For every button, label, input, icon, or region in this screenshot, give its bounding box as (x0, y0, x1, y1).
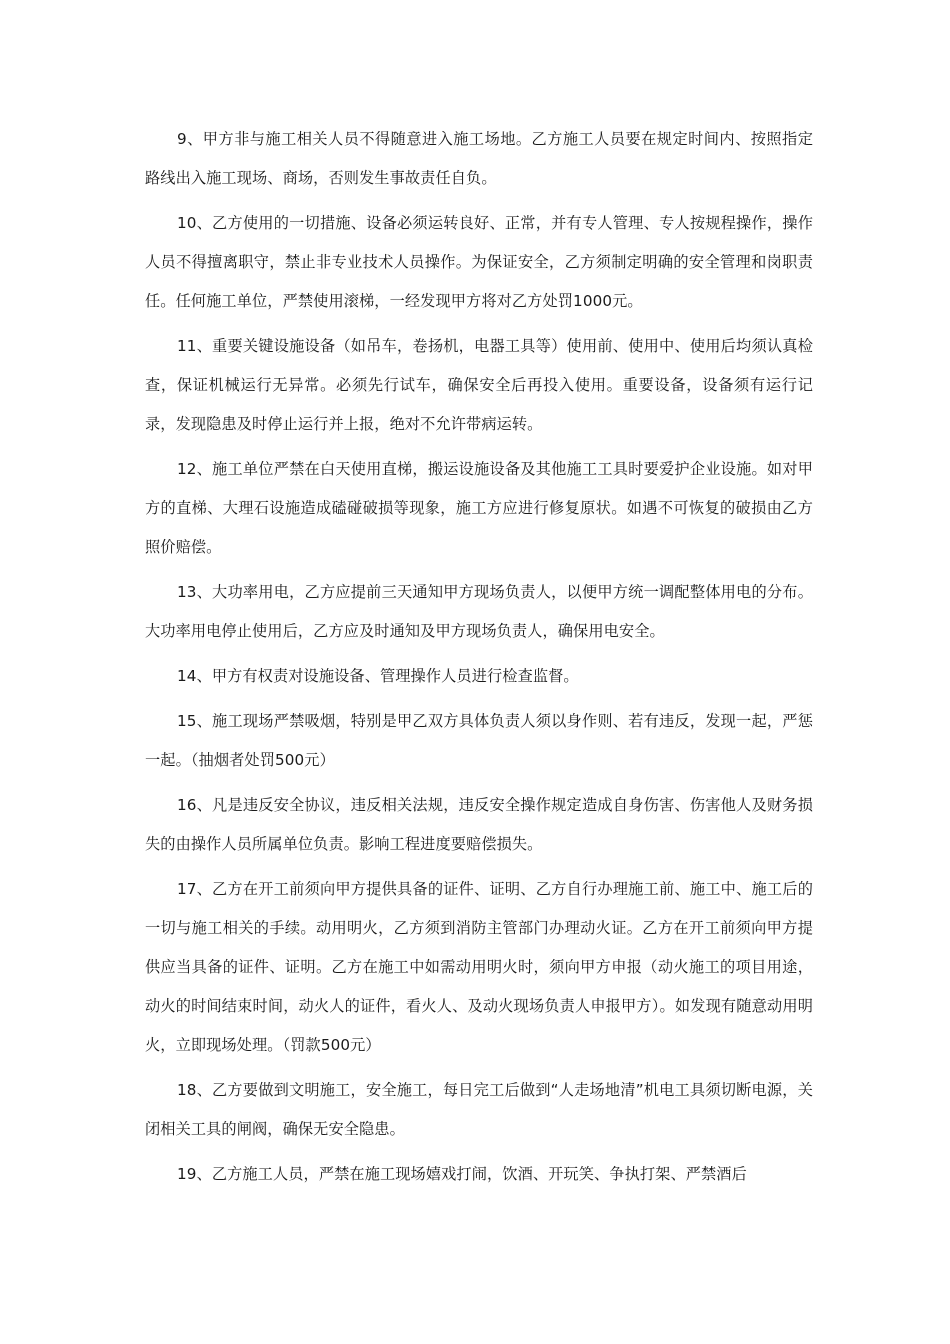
clause-16: 16、凡是违反安全协议，违反相关法规，违反安全操作规定造成自身伤害、伤害他人及财务损失的由操作人员所属单位负责。影响工程进度要赔偿损失。 (145, 796, 813, 853)
document-body (145, 120, 813, 1200)
clause-12: 12、施工单位严禁在白天使用直梯，搬运设施设备及其他施工工具时要爱护企业设施。如对甲方的直梯、大理石设施造成磕碰破损等现象，施工方应进行修复原状。如遇不可恢复的破损由乙方照价赔偿。 (145, 460, 813, 556)
clause-13: 13、大功率用电，乙方应提前三天通知甲方现场负责人，以便甲方统一调配整体用电的分布。大功率用电停止使用后，乙方应及时通知及甲方现场负责人，确保用电安全。 (145, 583, 813, 640)
clause-9: 9、甲方非与施工相关人员不得随意进入施工场地。乙方施工人员要在规定时间内、按照指定路线出入施工现场、商场，否则发生事故责任自负。 (145, 130, 813, 187)
clause-15: 15、施工现场严禁吸烟，特别是甲乙双方具体负责人须以身作则、若有违反，发现一起，严惩一起。（抽烟者处罚500元） (145, 712, 813, 769)
clause-17: 17、乙方在开工前须向甲方提供具备的证件、证明、乙方自行办理施工前、施工中、施工后的一切与施工相关的手续。动用明火，乙方须到消防主管部门办理动火证。乙方在开工前须向甲方提供应当具备的证件、证明。乙方在施工中如需动用明火时，须向甲方申报（动火施工的项目用途，动火的时间结束时间，动火人的证件，看火人、及动火现场负责人申报甲方）。如发现有随意动用明火，立即现场处理。（罚款500元） (145, 880, 813, 1054)
clause-14: 14、甲方有权责对设施设备、管理操作人员进行检查监督。 (177, 667, 579, 685)
clause-18: 18、乙方要做到文明施工，安全施工，每日完工后做到“人走场地清”机电工具须切断电源，关闭相关工具的闸阀，确保无安全隐患。 (145, 1081, 813, 1138)
clause-11: 11、重要关键设施设备（如吊车，卷扬机，电器工具等）使用前、使用中、使用后均须认真检查，保证机械运行无异常。必须先行试车，确保安全后再投入使用。重要设备，设备须有运行记录，发现隐患及时停止运行并上报，绝对不允许带病运转。 (145, 337, 813, 433)
clause-19: 19、乙方施工人员，严禁在施工现场嬉戏打闹，饮酒、开玩笑、争执打架、严禁酒后 (177, 1165, 747, 1183)
clause-10: 10、乙方使用的一切措施、设备必须运转良好、正常，并有专人管理、专人按规程操作，操作人员不得擅离职守，禁止非专业技术人员操作。为保证安全，乙方须制定明确的安全管理和岗职责任。任何施工单位，严禁使用滚梯，一经发现甲方将对乙方处罚1000元。 (145, 214, 813, 310)
